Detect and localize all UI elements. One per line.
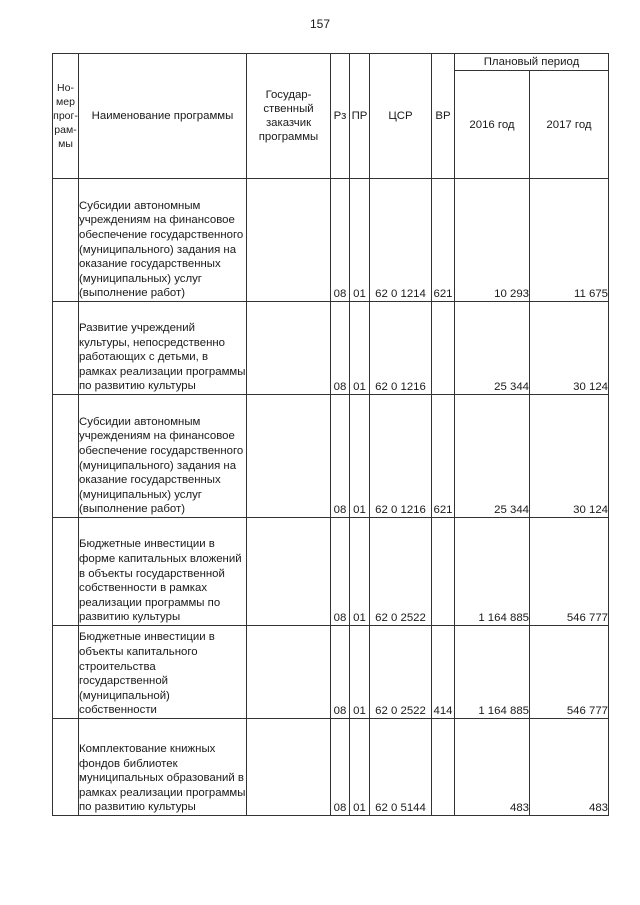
table-header <box>53 54 609 179</box>
vr-cell: 621 <box>432 179 455 302</box>
header-year-2017: 2017 год <box>530 71 609 179</box>
amount-2016-cell: 1 164 885 <box>455 626 530 719</box>
pr-cell: 01 <box>350 395 370 518</box>
vr-cell: 414 <box>432 626 455 719</box>
table-row <box>53 179 609 302</box>
customer-cell <box>247 395 331 518</box>
rz-cell: 08 <box>331 518 350 626</box>
pr-cell: 01 <box>350 518 370 626</box>
program-number-cell <box>53 518 79 626</box>
table-body <box>53 179 609 816</box>
rz-cell: 08 <box>331 719 350 816</box>
header-state-customer: Государ- ственный заказчик программы <box>247 54 331 179</box>
amount-2017-cell: 30 124 <box>530 395 609 518</box>
customer-cell <box>247 179 331 302</box>
pr-cell: 01 <box>350 626 370 719</box>
amount-2016-cell: 483 <box>455 719 530 816</box>
header-csr: ЦСР <box>370 54 432 179</box>
vr-cell <box>432 518 455 626</box>
rz-cell: 08 <box>331 302 350 395</box>
program-number-cell <box>53 302 79 395</box>
header-program-name: Наименование программы <box>79 54 247 179</box>
csr-cell: 62 0 2522 <box>370 626 432 719</box>
program-name-cell: Субсидии автономным учреждениям на финансовое обеспечение государственного (муниципального) задания на оказание государственных (муниципальных) услуг (выполнение работ) <box>79 179 247 302</box>
rz-cell: 08 <box>331 179 350 302</box>
page-number: 157 <box>309 17 331 31</box>
program-name-cell: Бюджетные инвестиции в форме капитальных вложений в объекты государственной собственности в рамках реализации программы по развитию культуры <box>79 518 247 626</box>
program-number-cell <box>53 179 79 302</box>
table-row <box>53 302 609 395</box>
vr-cell <box>432 302 455 395</box>
table-row <box>53 719 609 816</box>
csr-cell: 62 0 1216 <box>370 302 432 395</box>
pr-cell: 01 <box>350 179 370 302</box>
amount-2016-cell: 10 293 <box>455 179 530 302</box>
customer-cell <box>247 719 331 816</box>
program-number-cell <box>53 395 79 518</box>
header-program-number: Но- мер прог- рам- мы <box>53 54 79 179</box>
header-pr: ПР <box>350 54 370 179</box>
amount-2017-cell: 546 777 <box>530 518 609 626</box>
pr-cell: 01 <box>350 302 370 395</box>
amount-2017-cell: 11 675 <box>530 179 609 302</box>
amount-2016-cell: 25 344 <box>455 395 530 518</box>
vr-cell <box>432 719 455 816</box>
program-name-cell: Комплектование книжных фондов библиотек муниципальных образований в рамках реализации программы по развитию культуры <box>79 719 247 816</box>
header-vr: ВР <box>432 54 455 179</box>
customer-cell <box>247 518 331 626</box>
budget-table <box>52 53 609 816</box>
program-name-cell: Субсидии автономным учреждениям на финансовое обеспечение государственного (муниципального) задания на оказание государственных (муниципальных) услуг (выполнение работ) <box>79 395 247 518</box>
amount-2016-cell: 1 164 885 <box>455 518 530 626</box>
csr-cell: 62 0 1216 <box>370 395 432 518</box>
csr-cell: 62 0 1214 <box>370 179 432 302</box>
csr-cell: 62 0 5144 <box>370 719 432 816</box>
table-row <box>53 518 609 626</box>
amount-2017-cell: 483 <box>530 719 609 816</box>
vr-cell: 621 <box>432 395 455 518</box>
customer-cell <box>247 626 331 719</box>
header-planned-period: Плановый период <box>455 54 609 71</box>
amount-2017-cell: 30 124 <box>530 302 609 395</box>
amount-2017-cell: 546 777 <box>530 626 609 719</box>
table-row <box>53 395 609 518</box>
rz-cell: 08 <box>331 626 350 719</box>
pr-cell: 01 <box>350 719 370 816</box>
table-row <box>53 626 609 719</box>
program-name-cell: Бюджетные инвестиции в объекты капитального строительства государственной (муниципальной) собственности <box>79 626 247 719</box>
program-number-cell <box>53 626 79 719</box>
customer-cell <box>247 302 331 395</box>
header-rz: Рз <box>331 54 350 179</box>
amount-2016-cell: 25 344 <box>455 302 530 395</box>
program-number-cell <box>53 719 79 816</box>
program-name-cell: Развитие учреждений культуры, непосредственно работающих с детьми, в рамках реализации программы по развитию культуры <box>79 302 247 395</box>
header-year-2016: 2016 год <box>455 71 530 179</box>
csr-cell: 62 0 2522 <box>370 518 432 626</box>
rz-cell: 08 <box>331 395 350 518</box>
